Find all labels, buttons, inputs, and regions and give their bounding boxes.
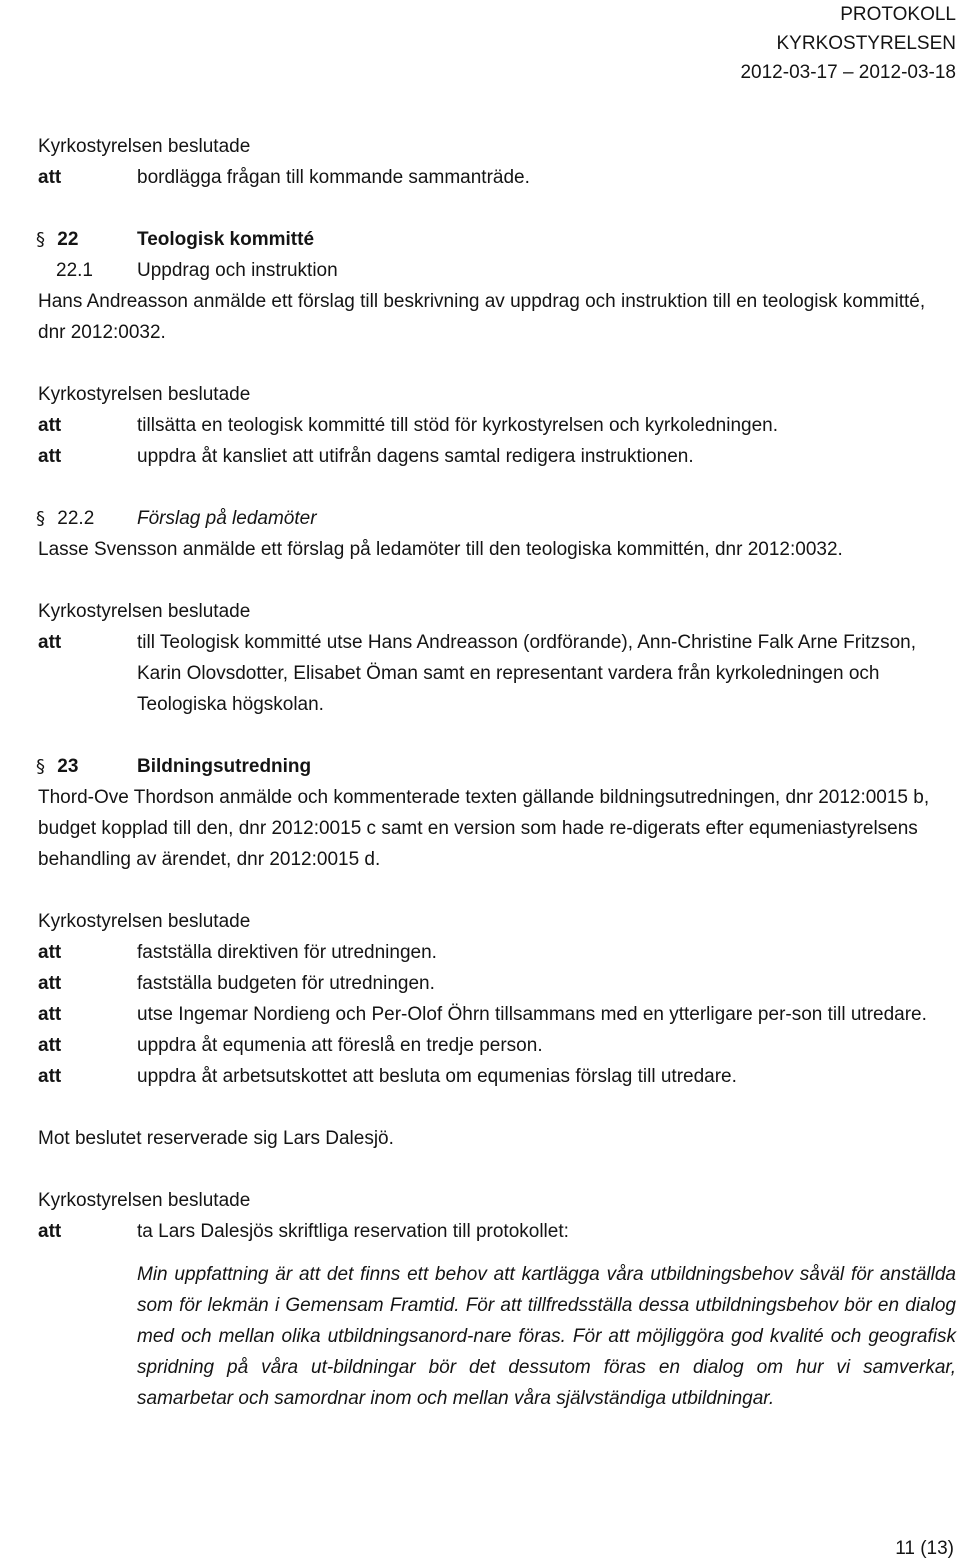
att-label: att bbox=[38, 942, 62, 963]
decision-text: utse Ingemar Nordieng och Per-Olof Öhrn tillsammans med en ytterligare per-son till utredare. bbox=[137, 1004, 927, 1025]
att-label: att bbox=[38, 632, 62, 653]
decision-row bbox=[38, 162, 956, 193]
section-title: Teologisk kommitté bbox=[137, 229, 315, 250]
subsection-22-1-heading bbox=[38, 255, 956, 286]
section-number: 23 bbox=[57, 756, 79, 777]
section-title: Bildningsutredning bbox=[137, 756, 312, 777]
decision-row bbox=[38, 441, 956, 472]
decision-text: fastställa budgeten för utredningen. bbox=[137, 973, 435, 994]
att-label: att bbox=[38, 446, 62, 467]
subsection-number: 22.2 bbox=[57, 508, 95, 529]
decision-heading: Kyrkostyrelsen beslutade bbox=[38, 911, 251, 932]
section-text: Thord-Ove Thordson anmälde och kommenterade texten gällande bildningsutredningen, dnr 2012:0015 b, budget kopplad till den, dnr 2012:0015 c samt en version som hade re-digerats efter equmeniastyrelsens behandling av ärendet, dnr 2012:0015 d. bbox=[38, 787, 930, 870]
decision-row bbox=[38, 410, 956, 441]
section-symbol: § bbox=[36, 756, 45, 777]
document-body bbox=[38, 131, 956, 1414]
decision-heading: Kyrkostyrelsen beslutade bbox=[38, 601, 251, 622]
subsection-title: Uppdrag och instruktion bbox=[137, 260, 338, 281]
decision-text: uppdra åt equmenia att föreslå en tredje person. bbox=[137, 1035, 543, 1056]
decision-row bbox=[38, 627, 956, 720]
att-label: att bbox=[38, 1004, 62, 1025]
decision-heading: Kyrkostyrelsen beslutade bbox=[38, 136, 251, 157]
att-label: att bbox=[38, 1035, 62, 1056]
decision-text: ta Lars Dalesjös skriftliga reservation till protokollet: bbox=[137, 1221, 569, 1242]
decision-heading: Kyrkostyrelsen beslutade bbox=[38, 1190, 251, 1211]
organisation-name: KYRKOSTYRELSEN bbox=[776, 33, 956, 54]
subsection-22-2-heading bbox=[38, 503, 956, 534]
section-23-heading bbox=[38, 751, 956, 782]
decision-text: uppdra åt arbetsutskottet att besluta om equmenias förslag till utredare. bbox=[137, 1066, 737, 1087]
decision-row bbox=[38, 999, 956, 1030]
decision-text: uppdra åt kansliet att utifrån dagens samtal redigera instruktionen. bbox=[137, 446, 694, 467]
decision-row bbox=[38, 1216, 956, 1247]
decision-heading: Kyrkostyrelsen beslutade bbox=[38, 384, 251, 405]
att-label: att bbox=[38, 167, 62, 188]
att-label: att bbox=[38, 1221, 62, 1242]
att-label: att bbox=[38, 1066, 62, 1087]
reservation-note: Mot beslutet reserverade sig Lars Dalesjö. bbox=[38, 1128, 394, 1149]
subsection-title: Förslag på ledamöter bbox=[137, 508, 317, 529]
subsection-number: 22.1 bbox=[56, 260, 93, 281]
section-symbol: § bbox=[36, 229, 45, 250]
decision-row bbox=[38, 937, 956, 968]
page-header bbox=[740, 0, 956, 87]
section-22-heading bbox=[38, 224, 956, 255]
document-type: PROTOKOLL bbox=[840, 4, 956, 25]
decision-text: fastställa direktiven för utredningen. bbox=[137, 942, 437, 963]
section-symbol: § bbox=[36, 508, 45, 529]
decision-text: till Teologisk kommitté utse Hans Andreasson (ordförande), Ann-Christine Falk Arne Fritzson, Karin Olovsdotter, Elisabet Öman samt en representant vardera från kyrkoledningen och Teologiska högskolan. bbox=[137, 632, 916, 715]
decision-row bbox=[38, 1061, 956, 1092]
section-number: 22 bbox=[57, 229, 79, 250]
page-number: 11 (13) bbox=[895, 1538, 954, 1559]
decision-text: bordlägga frågan till kommande sammanträde. bbox=[137, 167, 530, 188]
subsection-text: Lasse Svensson anmälde ett förslag på ledamöter till den teologiska kommittén, dnr 2012:0032. bbox=[38, 539, 843, 560]
meeting-dates: 2012-03-17 – 2012-03-18 bbox=[740, 62, 956, 83]
subsection-text: Hans Andreasson anmälde ett förslag till beskrivning av uppdrag och instruktion till en teologisk kommitté, dnr 2012:0032. bbox=[38, 291, 926, 343]
decision-text: tillsätta en teologisk kommitté till stöd för kyrkostyrelsen och kyrkoledningen. bbox=[137, 415, 778, 436]
att-label: att bbox=[38, 415, 62, 436]
att-label: att bbox=[38, 973, 62, 994]
decision-row bbox=[38, 1030, 956, 1061]
reservation-quote: Min uppfattning är att det finns ett behov att kartlägga våra utbildningsbehov såväl för anställda som för lekmän i Gemensam Framtid. För att tillfredsställa dessa utbildningsbehov bör en dialog med och mellan olika utbildningsanord-nare föras. För att möjliggöra god kvalité och geografisk spridning på våra ut-bildningar bör det dessutom föras en dialog om hur vi samverkar, samarbetar och samordnar inom och mellan våra självständiga utbildningar. bbox=[137, 1264, 956, 1409]
decision-row bbox=[38, 968, 956, 999]
